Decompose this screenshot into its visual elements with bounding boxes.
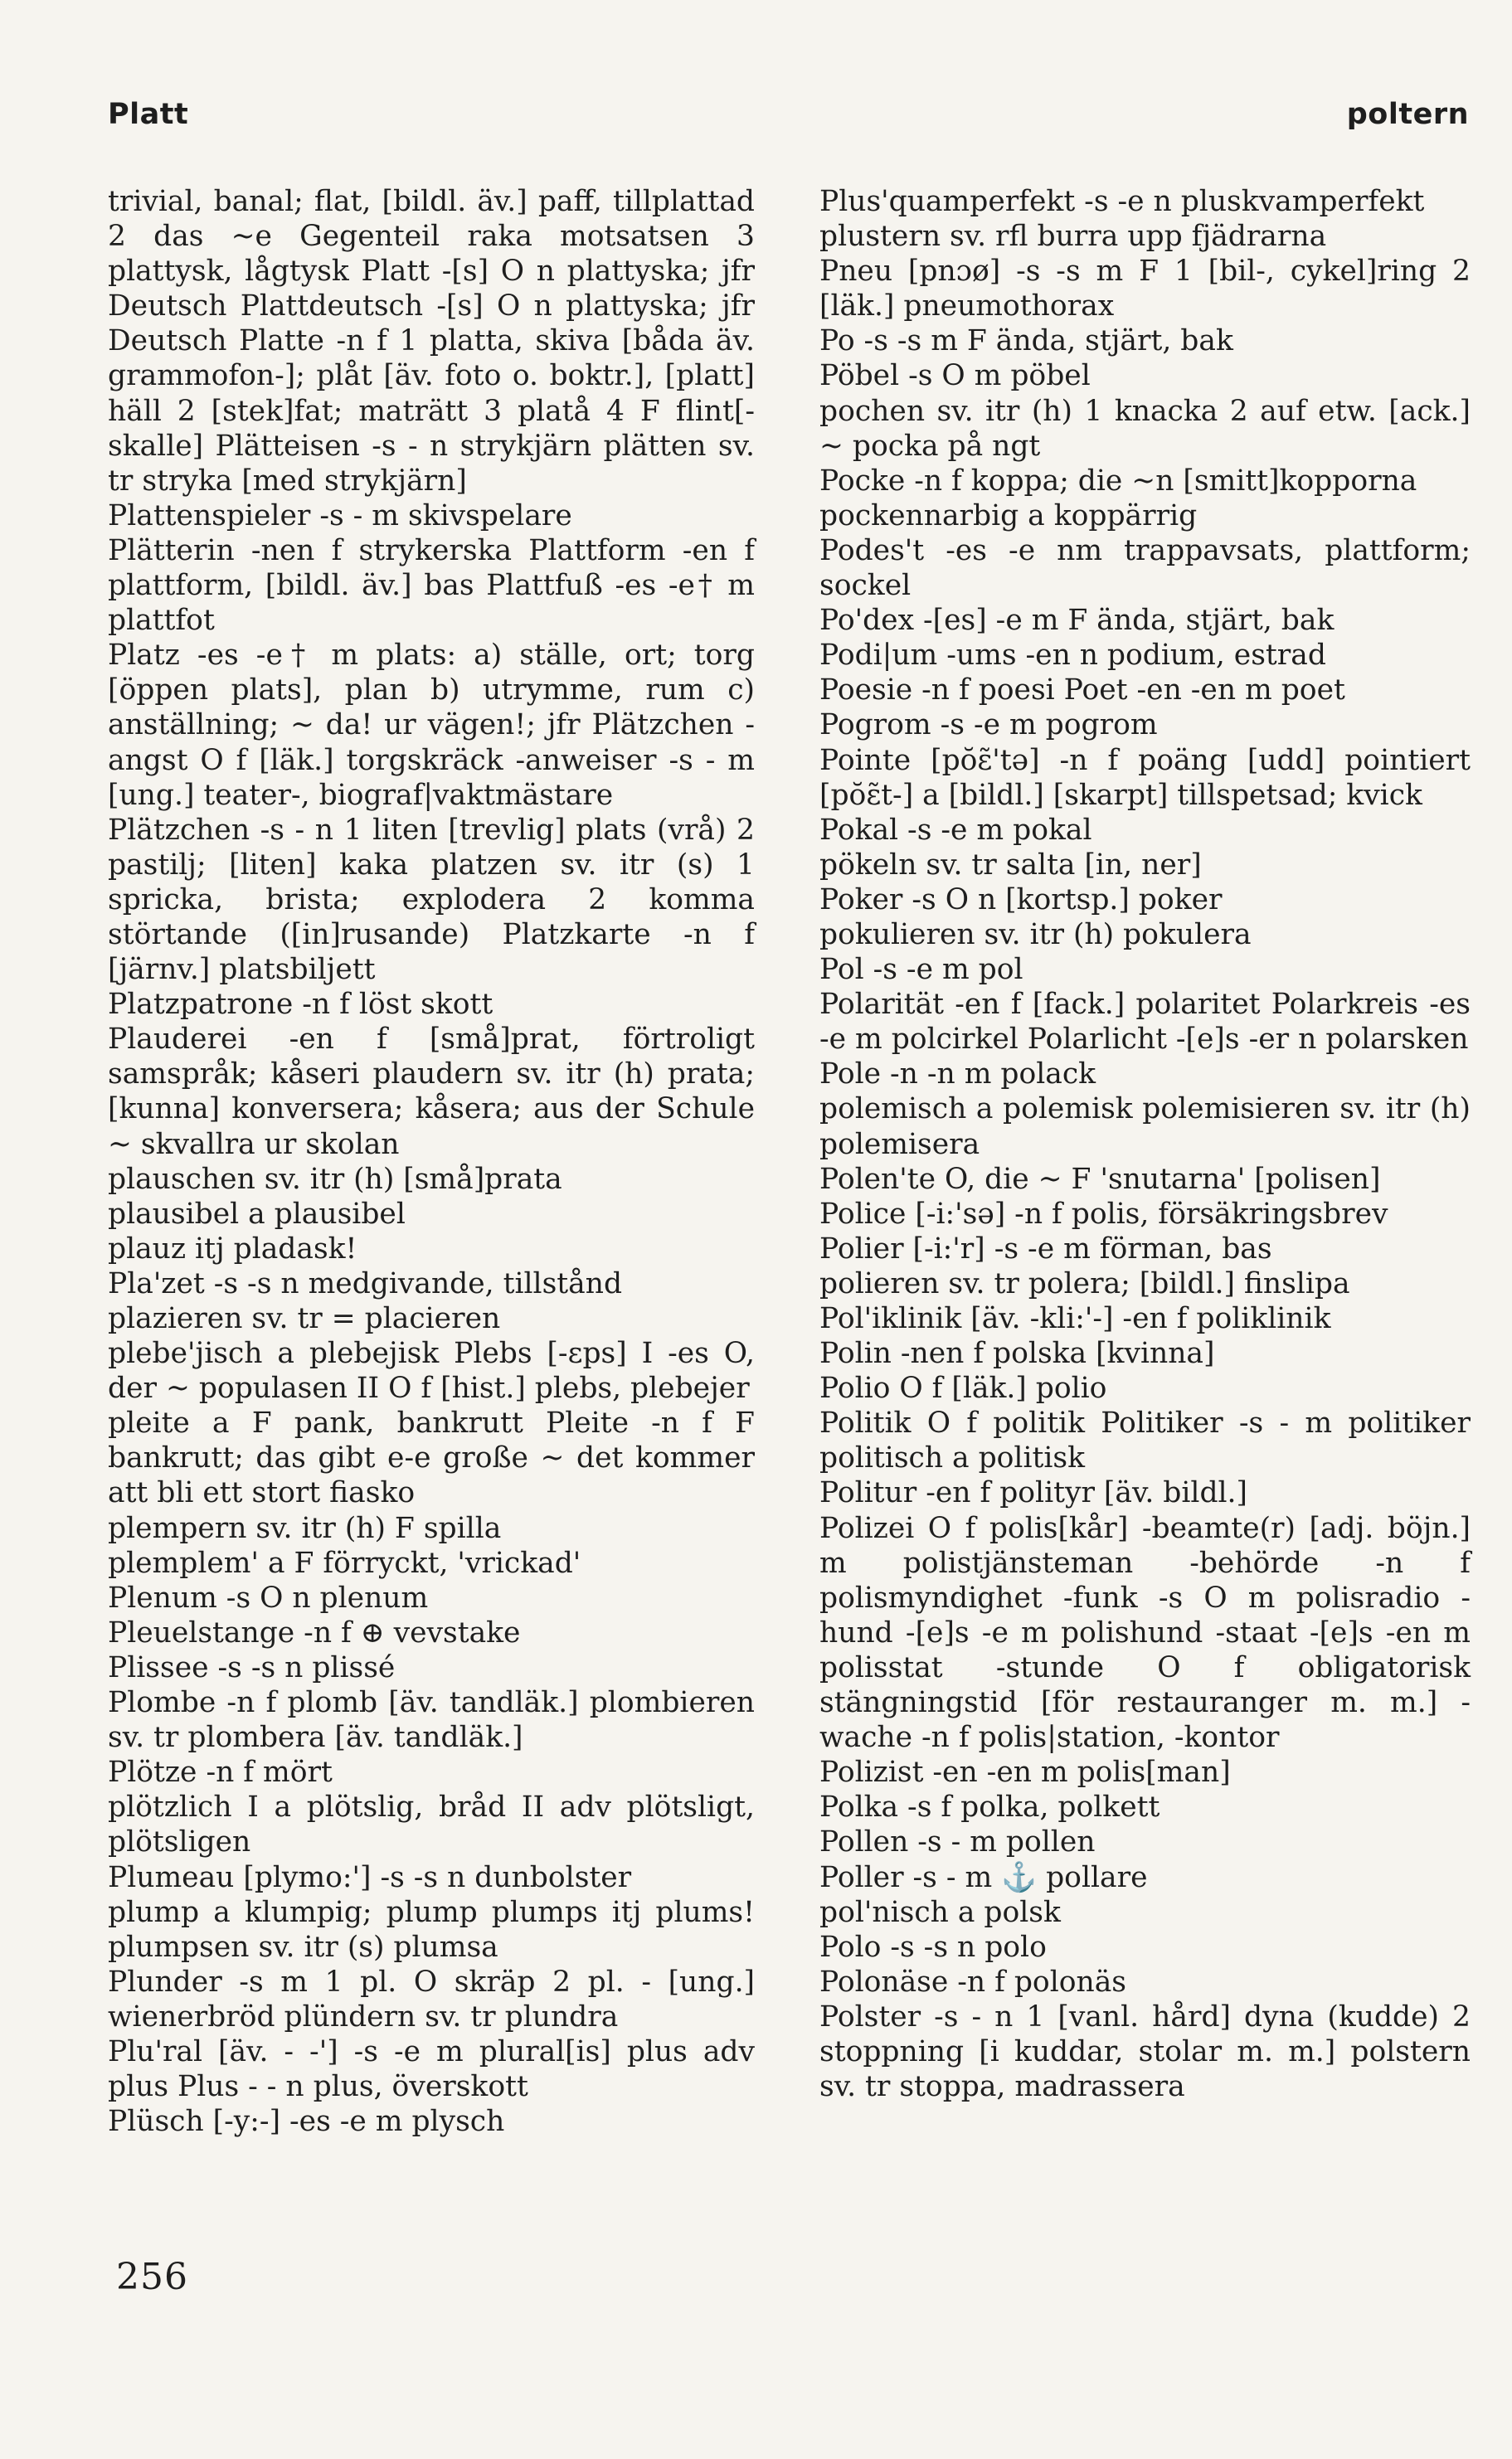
dictionary-entry: Po -s -s m F ända, stjärt, bak: [819, 324, 1233, 358]
dictionary-entry: Plumeau [plymo:'] -s -s n dunbolster: [108, 1860, 632, 1894]
dictionary-entry: Pokal -s -e m pokal: [819, 813, 1092, 847]
dictionary-entry: Po'dex -[es] -e m F ända, stjärt, bak: [819, 604, 1335, 638]
dictionary-entry: Podes't -es -e nm trappavsats, plattform; sockel: [819, 533, 1471, 603]
dictionary-entry: plemplem' a F förryckt, 'vrickad': [108, 1546, 581, 1580]
dictionary-entry: Polonäse -n f polonäs: [819, 1965, 1126, 1999]
dictionary-entry: Pneu [pnɔø] -s -s m F 1 [bil-, cykel]ring 2 [läk.] pneumothorax: [819, 255, 1471, 323]
dictionary-entry: Pla'zet -s -s n medgivande, tillstånd: [108, 1266, 623, 1300]
dictionary-entry: pokulieren sv. itr (h) pokulera: [819, 917, 1252, 951]
dictionary-entry: plauz itj pladask!: [108, 1232, 357, 1266]
dictionary-entry: Plissee -s -s n plissé: [108, 1650, 396, 1684]
dictionary-entry: plauschen sv. itr (h) [små]prata: [108, 1162, 562, 1196]
dictionary-entry: Plätzchen -s - n 1 liten [trevlig] plats (vrå) 2 pastilj; [liten] kaka platzen sv. itr (s) 1 spricka, brista; explodera 2 komma störtande ([in]rusande) Platzkarte -n f [järnv.] platsbiljett: [108, 813, 755, 987]
dictionary-entry: plustern sv. rfl burra upp fjädrarna: [819, 220, 1327, 254]
dictionary-entry: Plunder -s m 1 pl. O skräp 2 pl. - [ung.] wienerbröd plündern sv. tr plundra: [108, 1965, 755, 2034]
dictionary-entry: Pöbel -s O m pöbel: [819, 359, 1091, 393]
dictionary-entry: plazieren sv. tr = placieren: [108, 1302, 501, 1335]
dictionary-entry: Platz -es -e† m plats: a) ställe, ort; torg [öppen plats], plan b) utrymme, rum c) anställning; ~ da! ur vägen!; jfr Plätzchen -angst O f [läk.] torgskräck -anweiser -s - m [ung.] teater-, biograf|vaktmästare: [108, 639, 755, 812]
dictionary-entry: Pol -s -e m pol: [819, 953, 1023, 987]
dictionary-entry: Pointe [pŏɛ̃'tə] -n f poäng [udd] pointiert [pŏɛ̃t-] a [bildl.] [skarpt] tillspetsad; kvick: [819, 743, 1471, 812]
dictionary-entry: Plüsch [-y:-] -es -e m plysch: [108, 2105, 505, 2139]
dictionary-entry: Poller -s - m ⚓ pollare: [819, 1860, 1148, 1894]
dictionary-entry: Pleuelstange -n f ⊕ vevstake: [108, 1616, 521, 1650]
dictionary-entry: Pogrom -s -e m pogrom: [819, 708, 1158, 742]
dictionary-entry: Plötze -n f mört: [108, 1756, 333, 1790]
dictionary-entry: Pol'iklinik [äv. -kli:'-] -en f poliklinik: [819, 1302, 1331, 1335]
dictionary-entry: Polarität -en f [fack.] polaritet Polarkreis -es -e m polcirkel Polarlicht -[e]s -er n polarsken: [819, 988, 1471, 1057]
dictionary-entry: Plätterin -nen f strykerska Plattform -en f plattform, [bildl. äv.] bas Plattfuß -es -e† m plattfot: [108, 533, 755, 638]
dictionary-entry: Polio O f [läk.] polio: [819, 1372, 1107, 1406]
dictionary-entry: Polizei O f polis[kår] -beamte(r) [adj. böjn.] m polistjänsteman -behörde -n f polismyndighet -funk -s O m polisradio -hund -[e]s -e m polishund -staat -[e]s -en m polisstat -stunde O f obligatorisk stängningstid [för restauranger m. m.] -wache -n f polis|station, -kontor: [819, 1511, 1471, 1755]
dictionary-entry: Polier [-i:'r] -s -e m förman, bas: [819, 1232, 1272, 1266]
dictionary-entry: Police [-i:'sə] -n f polis, försäkringsbrev: [819, 1197, 1388, 1231]
dictionary-entry: Pocke -n f koppa; die ~n [smitt]kopporna: [819, 464, 1417, 498]
left-column: [108, 184, 755, 2139]
dictionary-entry: Politik O f politik Politiker -s - m politiker politisch a politisk: [819, 1407, 1471, 1475]
dictionary-entry: pochen sv. itr (h) 1 knacka 2 auf etw. [ack.] ~ pocka på ngt: [819, 394, 1471, 463]
dictionary-entry: Pole -n -n m polack: [819, 1057, 1096, 1091]
dictionary-entry: Poesie -n f poesi Poet -en -en m poet: [819, 673, 1345, 707]
dictionary-entry: Polen'te O, die ~ F 'snutarna' [polisen]: [819, 1162, 1381, 1196]
dictionary-entry: Plu'ral [äv. - -'] -s -e m plural[is] plus adv plus Plus - - n plus, överskott: [108, 2034, 755, 2104]
dictionary-entry: Polster -s - n 1 [vanl. hård] dyna (kudde) 2 stoppning [i kuddar, stolar m. m.] polstern sv. tr stoppa, madrassera: [819, 2000, 1471, 2104]
dictionary-entry: pökeln sv. tr salta [in, ner]: [819, 848, 1202, 882]
dictionary-entry: plump a klumpig; plump plumps itj plums! plumpsen sv. itr (s) plumsa: [108, 1895, 755, 1964]
dictionary-entry: Platzpatrone -n f löst skott: [108, 988, 493, 1022]
dictionary-entry: Plus'quamperfekt -s -e n pluskvamperfekt: [819, 185, 1425, 218]
dictionary-entry: plausibel a plausibel: [108, 1197, 406, 1231]
dictionary-entry: plötzlich I a plötslig, bråd II adv plötsligt, plötsligen: [108, 1791, 755, 1859]
dictionary-entry: Poker -s O n [kortsp.] poker: [819, 882, 1223, 916]
dictionary-entry: polemisch a polemisk polemisieren sv. itr (h) polemisera: [819, 1092, 1471, 1161]
dictionary-entry: Podi|um -ums -en n podium, estrad: [819, 639, 1326, 673]
dictionary-entry: Pollen -s - m pollen: [819, 1825, 1096, 1859]
running-head-left: Platt: [108, 98, 189, 131]
page-number: 256: [116, 2256, 188, 2298]
dictionary-entry: Polo -s -s n polo: [819, 1930, 1047, 1964]
dictionary-entry: Plattenspieler -s - m skivspelare: [108, 498, 572, 532]
dictionary-entry: Polin -nen f polska [kvinna]: [819, 1337, 1215, 1371]
dictionary-entry: polieren sv. tr polera; [bildl.] finslipa: [819, 1266, 1350, 1300]
dictionary-entry: pleite a F pank, bankrutt Pleite -n f F bankrutt; das gibt e-e große ~ det kommer att bli ett stort fiasko: [108, 1407, 755, 1510]
dictionary-entry: Plauderei -en f [små]prat, förtroligt samspråk; kåseri plaudern sv. itr (h) prata; [kunna] konversera; kåsera; aus der Schule ~ skvallra ur skolan: [108, 1023, 755, 1161]
dictionary-entry: Polka -s f polka, polkett: [819, 1791, 1160, 1825]
dictionary-entry: pol'nisch a polsk: [819, 1895, 1061, 1929]
dictionary-entry: pockennarbig a koppärrig: [819, 498, 1198, 532]
running-head-right: poltern: [1346, 98, 1469, 131]
dictionary-entry: Plombe -n f plomb [äv. tandläk.] plombieren sv. tr plombera [äv. tandläk.]: [108, 1686, 755, 1755]
dictionary-entry: Polizist -en -en m polis[man]: [819, 1756, 1231, 1790]
dictionary-entry: Politur -en f polityr [äv. bildl.]: [819, 1476, 1247, 1510]
dictionary-entry: trivial, banal; flat, [bildl. äv.] paff, tillplattad 2 das ~e Gegenteil raka motsatsen 3 plattysk, lågtysk Platt -[s] O n plattyska; jfr Deutsch Plattdeutsch -[s] O n plattyska; jfr Deutsch Platte -n f 1 platta, skiva [båda äv. grammofon-]; plåt [äv. foto o. boktr.], [platt] häll 2 [stek]fat; maträtt 3 platå 4 F flint[-skalle] Plätteisen -s - n strykjärn plätten sv. tr stryka [med strykjärn]: [108, 185, 755, 498]
right-column: [819, 184, 1471, 2104]
dictionary-entry: plebe'jisch a plebejisk Plebs [-ɛps] I -es O, der ~ populasen II O f [hist.] plebs, plebejer: [108, 1337, 755, 1406]
dictionary-entry: plempern sv. itr (h) F spilla: [108, 1511, 502, 1545]
dictionary-entry: Plenum -s O n plenum: [108, 1581, 429, 1615]
